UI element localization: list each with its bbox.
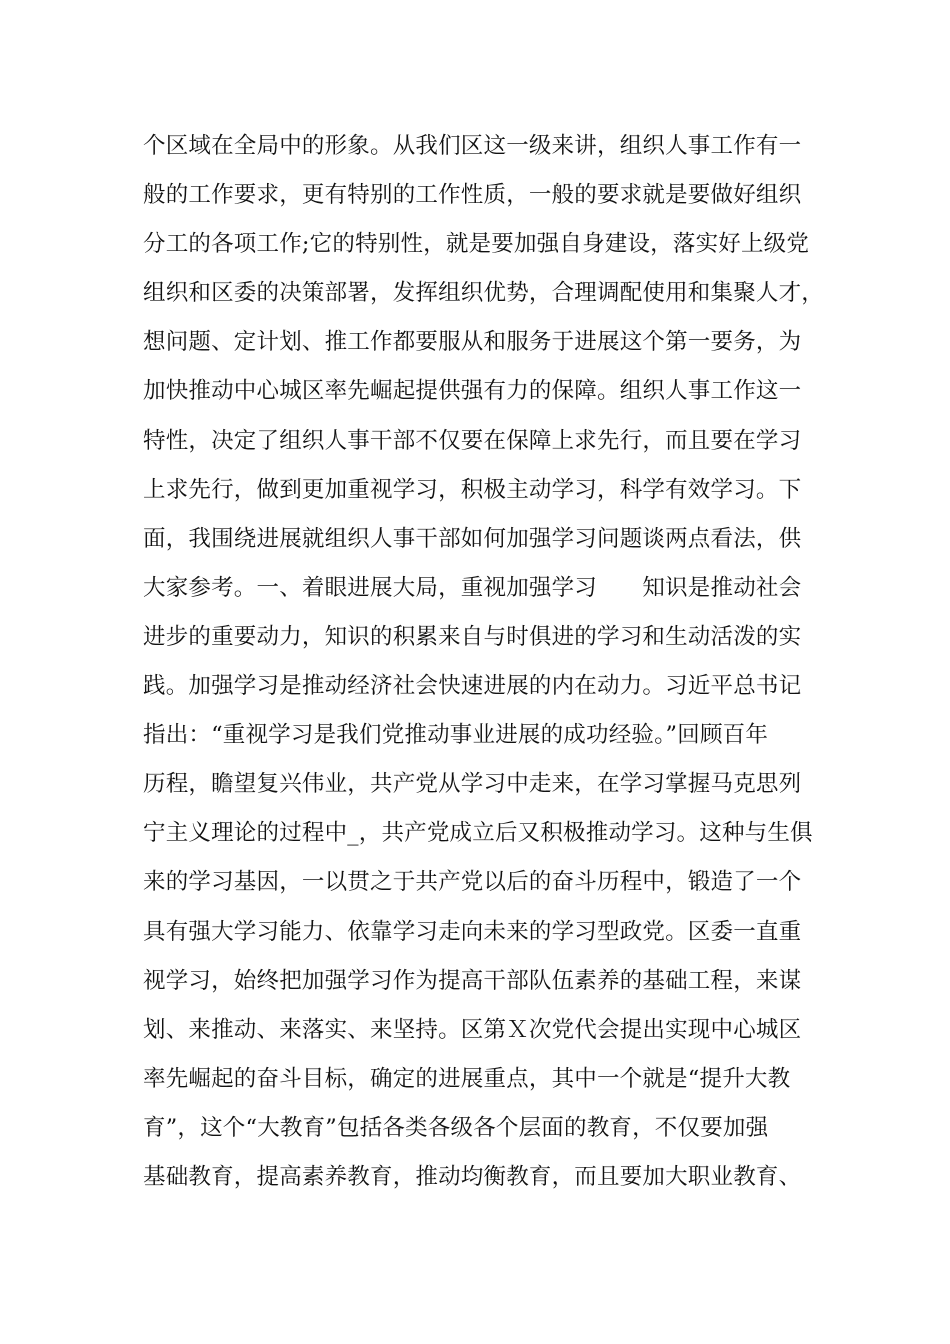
text-line: 率先崛起的奋斗目标，确定的进展重点，其中一个就是“提升大教 — [143, 1065, 791, 1092]
text-line: 面，我围绕进展就组织人事干部如何加强学习问题谈两点看法，供 — [143, 525, 802, 552]
text-line: 指出：“重视学习是我们党推动事业进展的成功经验。”回顾百年 — [143, 722, 769, 749]
text-line: 基础教育，提高素养教育，推动均衡教育，而且要加大职业教育、 — [143, 1163, 802, 1190]
text-line: 上求先行，做到更加重视学习，积极主动学习，科学有效学习。下 — [143, 476, 802, 503]
text-line: 进步的重要动力，知识的积累来自与时俱进的学习和生动活泼的实 — [143, 623, 802, 650]
text-line: 想问题、定计划、推工作都要服从和服务于进展这个第一要务，为 — [143, 329, 802, 356]
text-line: 个区域在全局中的形象。从我们区这一级来讲，组织人事工作有一 — [143, 133, 802, 159]
text-line: 视学习，始终把加强学习作为提高干部队伍素养的基础工程，来谋 — [143, 967, 802, 994]
text-line: 来的学习基因，一以贯之于共产党以后的奋斗历程中，锻造了一个 — [143, 869, 802, 896]
text-line: 分工的各项工作;它的特别性，就是要加强自身建设，落实好上级党 — [143, 231, 810, 258]
text-line: 践。加强学习是推动经济社会快速进展的内在动力。习近平总书记 — [143, 673, 802, 700]
text-line: 大家参考。一、着眼进展大局，重视加强学习 知识是推动社会 — [143, 574, 802, 601]
text-line: 组织和区委的决策部署，发挥组织优势，合理调配使用和集聚人才， — [143, 280, 825, 307]
text-line: 特性，决定了组织人事干部不仅要在保障上求先行，而且要在学习 — [143, 427, 802, 454]
text-line: 历程，瞻望复兴伟业，共产党从学习中走来，在学习掌握马克思列 — [143, 771, 802, 798]
text-line: 育”，这个“大教育”包括各类各级各个层面的教育，不仅要加强 — [143, 1114, 769, 1141]
text-line: 具有强大学习能力、依靠学习走向未来的学习型政党。区委一直重 — [143, 918, 802, 945]
body-paragraph — [143, 128, 823, 1208]
text-line: 宁主义理论的过程中_，共产党成立后又积极推动学习。这种与生俱 — [143, 820, 813, 847]
text-line: 划、来推动、来落实、来坚持。区第Ｘ次党代会提出实现中心城区 — [143, 1016, 802, 1043]
text-line: 加快推动中心城区率先崛起提供强有力的保障。组织人事工作这一 — [143, 378, 802, 405]
text-line: 般的工作要求，更有特别的工作性质，一般的要求就是要做好组织 — [143, 182, 802, 209]
